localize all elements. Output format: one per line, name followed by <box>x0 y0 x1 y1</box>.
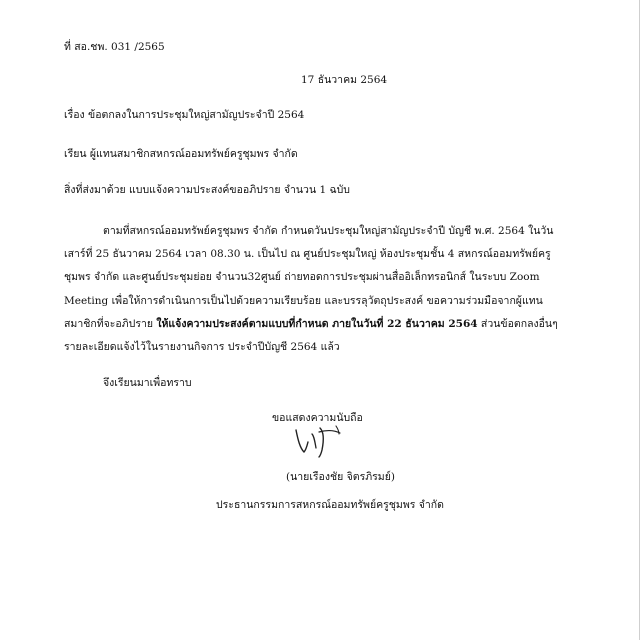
body-line-5-start: สมาชิกที่จะอภิปราย <box>64 318 154 330</box>
body-line-5-deadline: ให้แจ้งความประสงค์ตามแบบที่กำหนด ภายในวันที่ 22 ธันวาคม 2564 <box>156 318 478 330</box>
letter-date: 17 ธันวาคม 2564 <box>301 74 388 86</box>
body-line-3: ชุมพร จำกัด และศูนย์ประชุมย่อย จำนวน32ศูนย์ ถ่ายทอดการประชุมผ่านสื่ออิเล็กทรอนิกส์ ในระบบ Zoom <box>64 271 540 283</box>
enclosure-line <box>64 181 350 198</box>
body-line-5 <box>64 315 558 332</box>
reference-number: ที่ สอ.ชพ. 031 /2565 <box>64 41 165 53</box>
to-label: เรียน <box>64 148 87 160</box>
body-line-5-end: ส่วนข้อตกลงอื่นๆ <box>480 318 558 330</box>
subject-label: เรื่อง <box>64 109 85 121</box>
to-text: ผู้แทนสมาชิกสหกรณ์ออมทรัพย์ครูชุมพร จำกัด <box>89 148 298 160</box>
salutation-line <box>64 145 298 162</box>
body-line-6: รายละเอียดแจ้งไว้ในรายงานกิจการ ประจำปีบัญชี 2564 แล้ว <box>64 341 340 353</box>
signer-title: ประธานกรรมการสหกรณ์ออมทรัพย์ครูชุมพร จำกัด <box>216 499 444 511</box>
regards-line: ขอแสดงความนับถือ <box>272 412 363 424</box>
subject-text: ข้อตกลงในการประชุมใหญ่สามัญประจำปี 2564 <box>88 109 305 121</box>
body-line-1: ตามที่สหกรณ์ออมทรัพย์ครูชุมพร จำกัด กำหนดวันประชุมใหญ่สามัญประจำปี บัญชี พ.ศ. 2564 ในวัน <box>103 225 554 237</box>
enclosure-label: สิ่งที่ส่งมาด้วย <box>64 184 126 196</box>
body-line-4: Meeting เพื่อให้การดำเนินการเป็นไปด้วยความเรียบร้อย และบรรลุวัตถุประสงค์ ขอความร่วมมือจากผู้แทน <box>64 295 543 307</box>
signer-name: (นายเรืองชัย จิตรภิรมย์) <box>286 471 395 483</box>
subject-line <box>64 106 304 123</box>
closing-line: จึงเรียนมาเพื่อทราบ <box>103 377 192 389</box>
body-line-2: เสาร์ที่ 25 ธันวาคม 2564 เวลา 08.30 น. เป็นไป ณ ศูนย์ประชุมใหญ่ ห้องประชุมชั้น 4 สหกรณ์ออมทรัพย์ครู <box>64 248 551 260</box>
handwritten-signature <box>290 420 350 460</box>
enclosure-text: แบบแจ้งความประสงค์ขออภิปราย จำนวน 1 ฉบับ <box>129 184 350 196</box>
